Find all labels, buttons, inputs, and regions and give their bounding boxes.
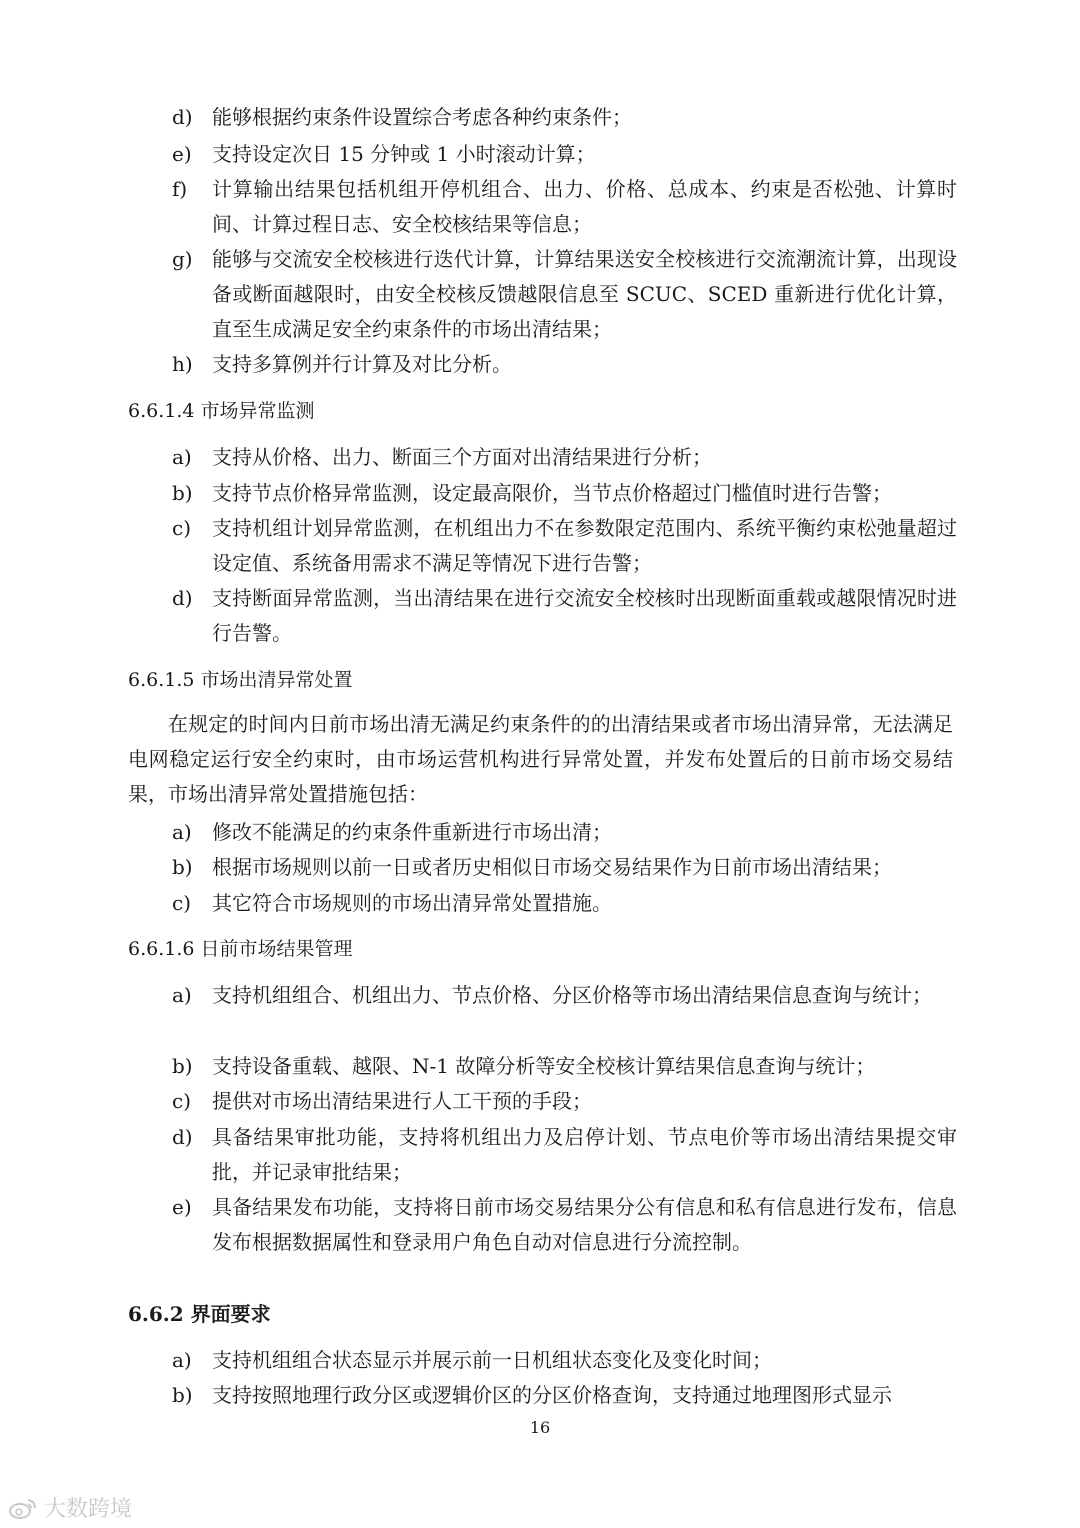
section-heading: 6.6.1.4 市场异常监测 — [128, 400, 315, 422]
watermark-text: 大数跨境 — [44, 1497, 133, 1522]
document-page: d) 能够根据约束条件设置综合考虑各种约束条件； e) 支持设定次日 15 分钟或 1 小时滚动计算； f) 计算输出结果包括机组开停机组合、出力、价格、总成本、约束是否松弛、计算时间、计算过程日志、安全校核结果等信息； g) 能够与交流安全校核进行迭代计算，计算结果送安全校核进行交流潮流计算，出现设备或断面越限时，由安全校核反馈越限信息至 SCUC、SCED 重新进行优化计算，直至生成满足安全约束条件的市场出清结果； h) 支持多算例并行计算及对比分析。 6.6.1.4 市场异常监测 a) 支持从价格、出力、断面三个方面对出清结果进行分析； b) 支持节点价格异常监测，设定最高限价，当节点价格超过门槛值时进行告警； c) 支持机组计划异常监测，在机组出力不在参数限定范围内、系统平衡约束松弛量超过设定值、系统备用需求不满足等情况下进行告警； d) 支持断面异常监测，当出清结果在进行交流安全校核时出现断面重载或越限情况时进行告警。 6.6.1.5 市场出清异常处置 在规定的时间内日前市场出清无满足约束条件的的出清结果或者市场出清异常，无法满足电网稳定运行安全约束时，由市场运营机构进行异常处置，并发布处置后的日前市场交易结果，市场出清异常处置措施包括： a) 修改不能满足的约束条件重新进行市场出清； b) 根据市场规则以前一日或者历史相似日市场交易结果作为日前市场出清结果； c) 其它符合市场规则的市场出清异常处置措施。 6.6.1.6 日前市场结果管理 a) 支持机组组合、机组出力、节点价格、分区价格等市场出清结果信息查询与统计； b) 支持设备重载、越限、N-1 故障分析等安全校核计算结果信息查询与统计； c) 提供对市场出清结果进行人工干预的手段； d) 具备结果审批功能，支持将机组出力及启停计划、节点电价等市场出清结果提交审批，并记录审批结果； e) 具备结果发布功能，支持将日前市场交易结果分公有信息和私有信息进行发布，信息发布根据数据属性和登录用户角色自动对信息进行分流控制。 6.6.2 界面要求 a) 支持机组组合状态显示并展示前一日机组状态变化及变化时间； b) 支持按照地理行政分区或逻辑价区的分区价格查询，支持通过地理图形式显示 16 大数跨境 — [0, 0, 1080, 1528]
section-heading: 6.6.2 界面要求 — [128, 1302, 271, 1326]
section-heading: 6.6.1.5 市场出清异常处置 — [128, 669, 353, 691]
watermark — [8, 1492, 132, 1523]
page-number: 16 — [529, 1418, 551, 1437]
section-heading: 6.6.1.6 日前市场结果管理 — [128, 938, 353, 960]
body-paragraph: 在规定的时间内日前市场出清无满足约束条件的的出清结果或者市场出清异常，无法满足电网稳定运行安全约束时，由市场运营机构进行异常处置，并发布处置后的日前市场交易结果，市场出清异常处置措施包括： — [128, 712, 953, 806]
weibo-icon — [8, 1496, 38, 1520]
